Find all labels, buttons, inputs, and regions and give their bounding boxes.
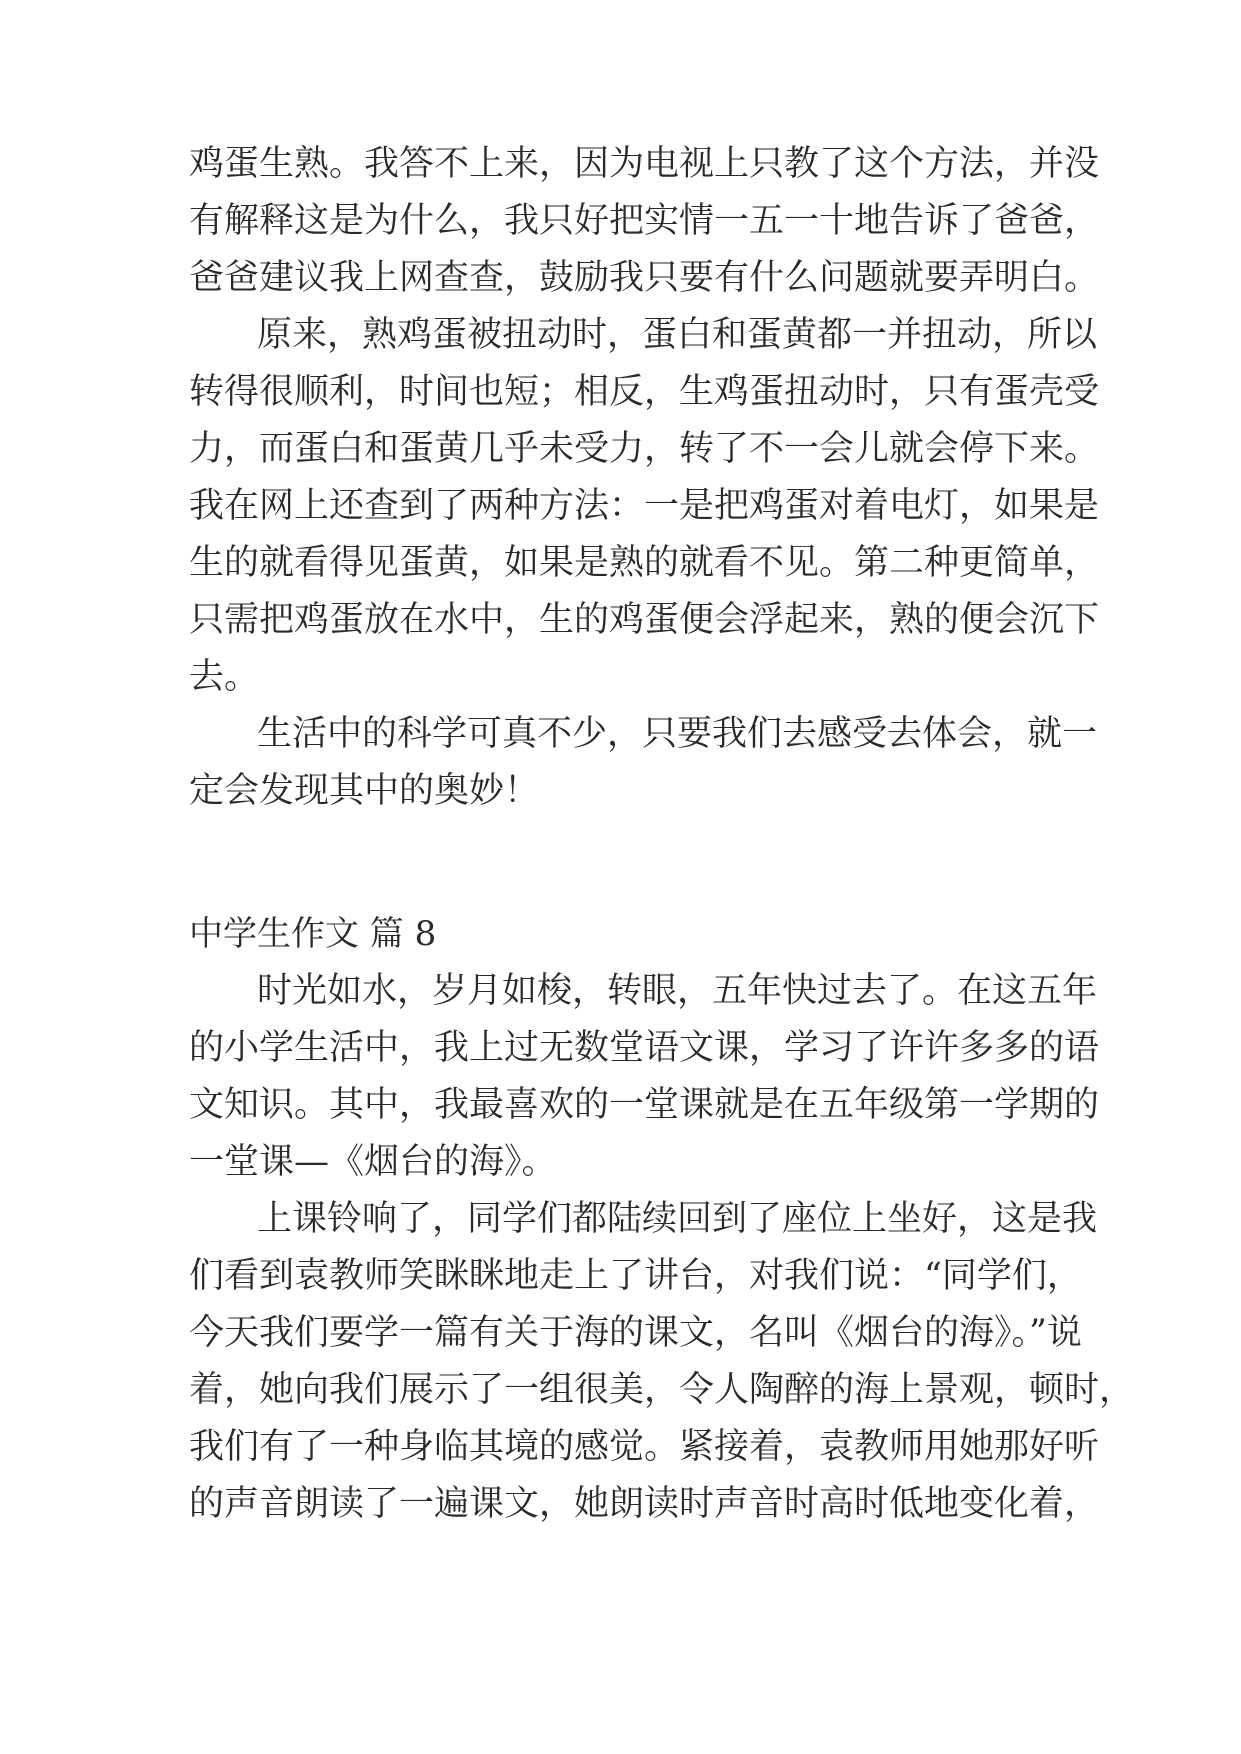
text-line: 着，她向我们展示了一组很美，令人陶醉的海上景观，顿时， xyxy=(189,1370,1135,1410)
text-line: 只需把鸡蛋放在水中，生的鸡蛋便会浮起来，熟的便会沉下 xyxy=(189,600,1100,640)
text-line: 一堂课—《烟台的海》。 xyxy=(189,1142,557,1182)
text-line: 有解释这是为什么，我只好把实情一五一十地告诉了爸爸， xyxy=(189,201,1100,241)
text-line: 我们有了一种身临其境的感觉。紧接着，袁教师用她那好听 xyxy=(189,1427,1100,1467)
text-line: 上课铃响了，同学们都陆续回到了座位上坐好，这是我 xyxy=(257,1199,1098,1239)
text-line: 们看到袁教师笑眯眯地走上了讲台，对我们说：“同学们， xyxy=(189,1256,1082,1296)
text-line: 生活中的科学可真不少，只要我们去感受去体会，就一 xyxy=(257,714,1098,754)
text-line: 鸡蛋生熟。我答不上来，因为电视上只教了这个方法，并没 xyxy=(189,144,1100,184)
text-line: 的小学生活中，我上过无数堂语文课，学习了许许多多的语 xyxy=(189,1028,1100,1068)
text-line: 定会发现其中的奥妙！ xyxy=(189,771,540,811)
text-line: 生的就看得见蛋黄，如果是熟的就看不见。第二种更简单， xyxy=(189,543,1100,583)
text-line: 去。 xyxy=(189,657,260,697)
section-heading: 中学生作文 篇 8 xyxy=(189,914,437,954)
text-line: 我在网上还查到了两种方法：一是把鸡蛋对着电灯，如果是 xyxy=(189,486,1100,526)
text-line: 转得很顺利，时间也短；相反，生鸡蛋扭动时，只有蛋壳受 xyxy=(189,372,1100,412)
text-line: 文知识。其中，我最喜欢的一堂课就是在五年级第一学期的 xyxy=(189,1085,1100,1125)
text-line: 原来，熟鸡蛋被扭动时，蛋白和蛋黄都一并扭动，所以 xyxy=(257,315,1098,355)
text-line: 的声音朗读了一遍课文，她朗读时声音时高时低地变化着， xyxy=(189,1484,1100,1524)
text-line: 爸爸建议我上网查查，鼓励我只要有什么问题就要弄明白。 xyxy=(189,258,1100,298)
text-line: 力，而蛋白和蛋黄几乎未受力，转了不一会儿就会停下来。 xyxy=(189,429,1100,469)
text-line: 今天我们要学一篇有关于海的课文，名叫《烟台的海》。”说 xyxy=(189,1313,1082,1353)
text-line: 时光如水，岁月如梭，转眼，五年快过去了。在这五年 xyxy=(257,971,1098,1011)
